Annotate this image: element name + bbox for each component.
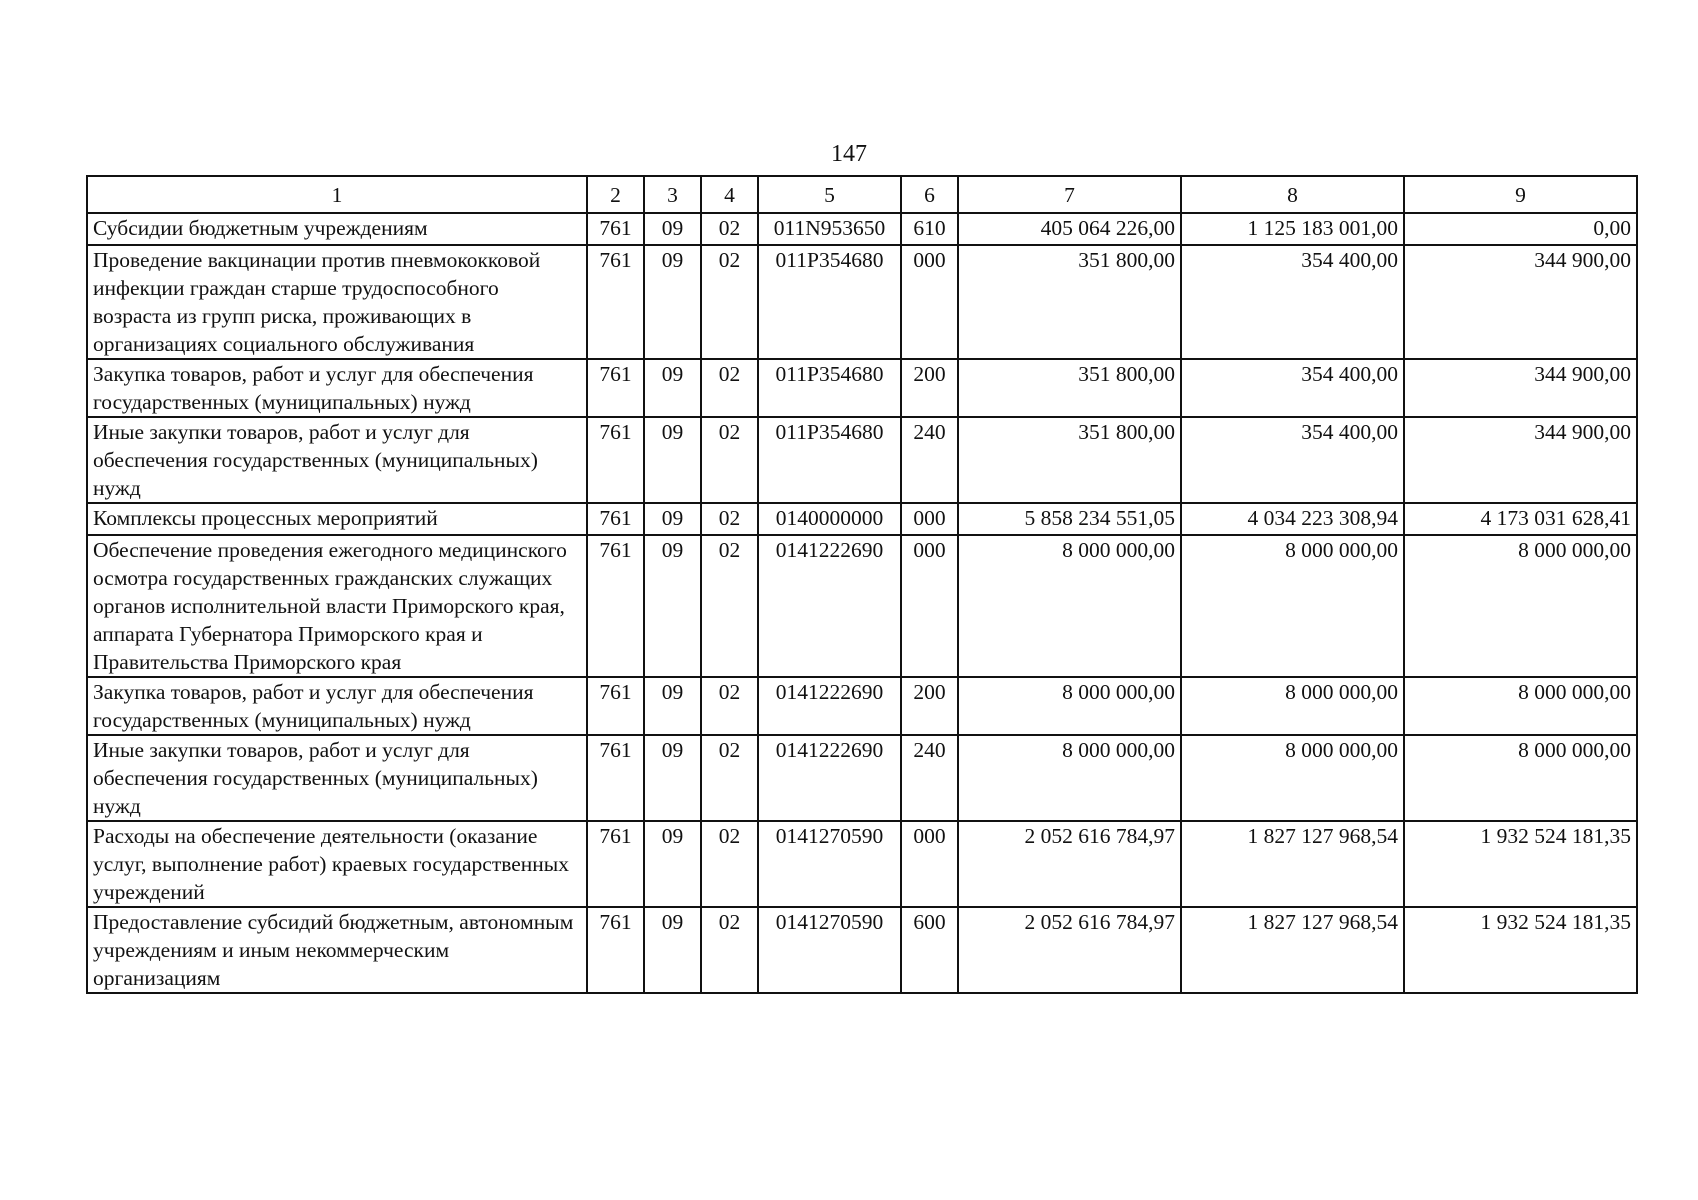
row-code-4: 02 (701, 907, 758, 993)
row-code-4: 02 (701, 245, 758, 359)
row-amount-7: 8 000 000,00 (958, 677, 1181, 735)
row-amount-9: 344 900,00 (1404, 359, 1637, 417)
row-name: Иные закупки товаров, работ и услуг для обеспечения государственных (муниципальных) нужд (87, 735, 587, 821)
row-amount-9: 8 000 000,00 (1404, 677, 1637, 735)
row-code-5: 0140000000 (758, 503, 901, 535)
row-code-4: 02 (701, 503, 758, 535)
row-code-6: 610 (901, 213, 958, 245)
row-amount-8: 354 400,00 (1181, 245, 1404, 359)
row-code-6: 000 (901, 821, 958, 907)
row-code-6: 600 (901, 907, 958, 993)
row-amount-8: 354 400,00 (1181, 417, 1404, 503)
table-row (87, 503, 1637, 535)
row-code-5: 011Р354680 (758, 245, 901, 359)
row-code-3: 09 (644, 735, 701, 821)
table-row (87, 245, 1637, 359)
column-header: 8 (1181, 176, 1404, 213)
column-header: 2 (587, 176, 644, 213)
row-amount-7: 5 858 234 551,05 (958, 503, 1181, 535)
table-row (87, 907, 1637, 993)
table-row (87, 821, 1637, 907)
row-name: Расходы на обеспечение деятельности (оказание услуг, выполнение работ) краевых государственных учреждений (87, 821, 587, 907)
row-amount-7: 2 052 616 784,97 (958, 821, 1181, 907)
column-header: 3 (644, 176, 701, 213)
budget-table (86, 175, 1638, 994)
table-row (87, 535, 1637, 677)
row-amount-9: 4 173 031 628,41 (1404, 503, 1637, 535)
row-amount-7: 351 800,00 (958, 359, 1181, 417)
table-row (87, 213, 1637, 245)
row-code-4: 02 (701, 213, 758, 245)
row-amount-7: 405 064 226,00 (958, 213, 1181, 245)
row-name: Закупка товаров, работ и услуг для обеспечения государственных (муниципальных) нужд (87, 359, 587, 417)
row-amount-8: 354 400,00 (1181, 359, 1404, 417)
row-code-4: 02 (701, 821, 758, 907)
row-code-4: 02 (701, 735, 758, 821)
row-amount-9: 8 000 000,00 (1404, 735, 1637, 821)
row-code-6: 000 (901, 245, 958, 359)
row-code-2: 761 (587, 735, 644, 821)
row-amount-8: 1 827 127 968,54 (1181, 907, 1404, 993)
row-code-4: 02 (701, 535, 758, 677)
row-name: Обеспечение проведения ежегодного медицинского осмотра государственных гражданских служащих органов исполнительной власти Приморского края, аппарата Губернатора Приморского края и Правительства Приморского края (87, 535, 587, 677)
row-name: Иные закупки товаров, работ и услуг для обеспечения государственных (муниципальных) нужд (87, 417, 587, 503)
page-number: 147 (831, 141, 867, 167)
row-code-2: 761 (587, 213, 644, 245)
header-row (87, 176, 1637, 213)
row-amount-9: 0,00 (1404, 213, 1637, 245)
row-code-3: 09 (644, 417, 701, 503)
row-amount-8: 1 827 127 968,54 (1181, 821, 1404, 907)
table-row (87, 359, 1637, 417)
row-code-5: 0141222690 (758, 535, 901, 677)
table-row (87, 417, 1637, 503)
column-header: 5 (758, 176, 901, 213)
row-code-6: 200 (901, 677, 958, 735)
row-code-5: 011Р354680 (758, 417, 901, 503)
row-amount-7: 2 052 616 784,97 (958, 907, 1181, 993)
row-code-6: 000 (901, 503, 958, 535)
row-code-3: 09 (644, 677, 701, 735)
row-name: Комплексы процессных мероприятий (87, 503, 587, 535)
row-code-4: 02 (701, 359, 758, 417)
row-code-3: 09 (644, 503, 701, 535)
row-code-5: 0141270590 (758, 821, 901, 907)
row-amount-8: 1 125 183 001,00 (1181, 213, 1404, 245)
table-row (87, 677, 1637, 735)
row-code-4: 02 (701, 677, 758, 735)
row-code-3: 09 (644, 907, 701, 993)
row-code-6: 240 (901, 417, 958, 503)
row-code-2: 761 (587, 821, 644, 907)
row-code-2: 761 (587, 535, 644, 677)
row-code-2: 761 (587, 677, 644, 735)
row-code-2: 761 (587, 245, 644, 359)
row-code-4: 02 (701, 417, 758, 503)
row-amount-7: 351 800,00 (958, 417, 1181, 503)
row-code-2: 761 (587, 417, 644, 503)
row-code-2: 761 (587, 503, 644, 535)
row-amount-8: 4 034 223 308,94 (1181, 503, 1404, 535)
row-code-5: 011Р354680 (758, 359, 901, 417)
row-code-3: 09 (644, 535, 701, 677)
column-header: 4 (701, 176, 758, 213)
row-amount-9: 344 900,00 (1404, 245, 1637, 359)
row-code-3: 09 (644, 213, 701, 245)
column-header: 7 (958, 176, 1181, 213)
row-amount-9: 8 000 000,00 (1404, 535, 1637, 677)
row-code-3: 09 (644, 245, 701, 359)
row-amount-8: 8 000 000,00 (1181, 677, 1404, 735)
row-code-5: 0141270590 (758, 907, 901, 993)
row-name: Предоставление субсидий бюджетным, автономным учреждениям и иным некоммерческим организациям (87, 907, 587, 993)
column-header: 6 (901, 176, 958, 213)
row-code-5: 011N953650 (758, 213, 901, 245)
row-amount-7: 351 800,00 (958, 245, 1181, 359)
row-amount-9: 1 932 524 181,35 (1404, 907, 1637, 993)
row-code-3: 09 (644, 821, 701, 907)
table-row (87, 735, 1637, 821)
row-name: Закупка товаров, работ и услуг для обеспечения государственных (муниципальных) нужд (87, 677, 587, 735)
row-code-5: 0141222690 (758, 677, 901, 735)
row-code-2: 761 (587, 359, 644, 417)
row-code-6: 200 (901, 359, 958, 417)
row-amount-9: 344 900,00 (1404, 417, 1637, 503)
row-amount-7: 8 000 000,00 (958, 735, 1181, 821)
row-code-3: 09 (644, 359, 701, 417)
column-header: 1 (87, 176, 587, 213)
row-name: Проведение вакцинации против пневмококковой инфекции граждан старше трудоспособного возраста из групп риска, проживающих в организациях социального обслуживания (87, 245, 587, 359)
row-code-2: 761 (587, 907, 644, 993)
row-name: Субсидии бюджетным учреждениям (87, 213, 587, 245)
row-amount-7: 8 000 000,00 (958, 535, 1181, 677)
row-code-6: 000 (901, 535, 958, 677)
row-amount-8: 8 000 000,00 (1181, 535, 1404, 677)
row-amount-8: 8 000 000,00 (1181, 735, 1404, 821)
row-code-6: 240 (901, 735, 958, 821)
row-amount-9: 1 932 524 181,35 (1404, 821, 1637, 907)
row-code-5: 0141222690 (758, 735, 901, 821)
column-header: 9 (1404, 176, 1637, 213)
